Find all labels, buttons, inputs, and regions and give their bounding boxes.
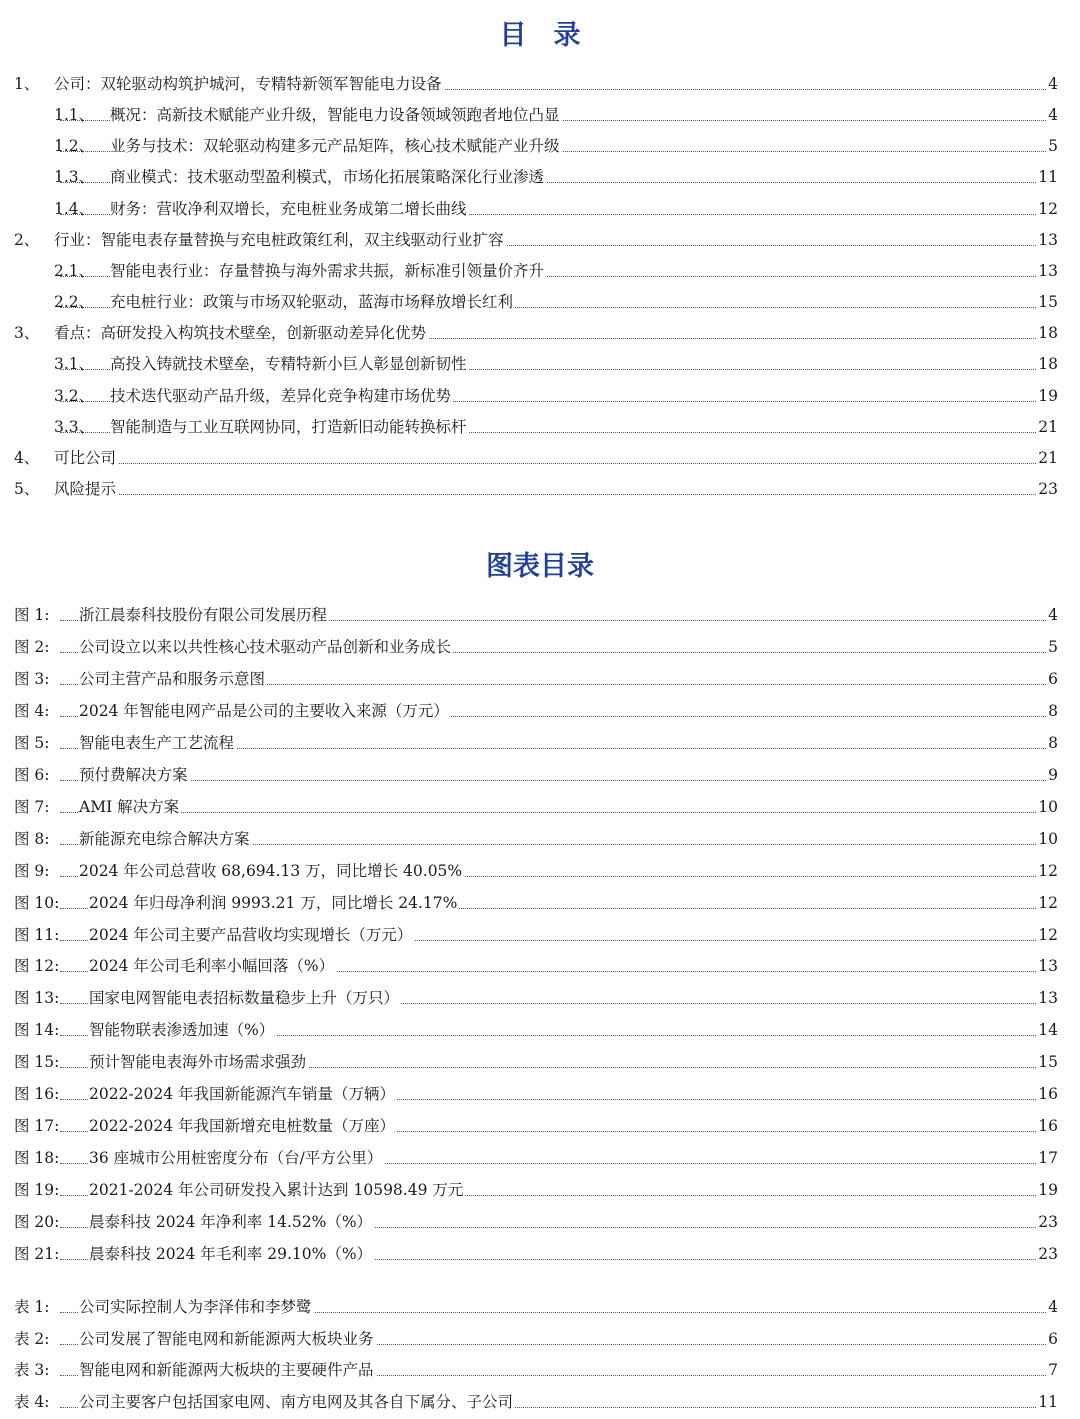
page-number: 13 xyxy=(1036,256,1058,286)
table-entry[interactable] xyxy=(0,1387,1080,1417)
entry-number: 2.1、 xyxy=(54,261,95,280)
entry-number: 图 6: xyxy=(14,765,50,784)
entry-title: 2024 年智能电网产品是公司的主要收入来源（万元） xyxy=(79,696,451,726)
entry-number: 3.2、 xyxy=(54,386,95,405)
entry-number: 表 4: xyxy=(14,1393,50,1412)
entry-title: 技术迭代驱动产品升级，差异化竞争构建市场优势 xyxy=(110,381,453,411)
entry-title: 财务：营收净利双增长，充电桩业务成第二增长曲线 xyxy=(110,194,469,224)
page-number: 4 xyxy=(1046,69,1058,99)
entry-title: 预计智能电表海外市场需求强劲 xyxy=(89,1047,308,1077)
page-number: 4 xyxy=(1046,100,1058,130)
figure-entry[interactable] xyxy=(0,983,1080,1013)
entry-title: 2024 年归母净利润 9993.21 万，同比增长 24.17% xyxy=(89,888,459,918)
page-number: 21 xyxy=(1036,443,1058,473)
entry-title: 智能制造与工业互联网协同，打造新旧动能转换标杆 xyxy=(110,412,469,442)
dot-leader xyxy=(60,494,1050,495)
figure-entry[interactable] xyxy=(0,1175,1080,1205)
page-number: 12 xyxy=(1036,888,1058,918)
entry-number: 表 3: xyxy=(14,1361,50,1380)
entry-title: 36 座城市公用桩密度分布（台/平方公里） xyxy=(89,1143,384,1173)
entry-number: 图 15: xyxy=(14,1053,60,1072)
figure-entry[interactable] xyxy=(0,728,1080,758)
entry-number: 图 9: xyxy=(14,861,50,880)
entry-title: 公司主要客户包括国家电网、南方电网及其各自下属分、子公司 xyxy=(79,1387,515,1417)
figure-entry[interactable] xyxy=(0,760,1080,790)
page-number: 23 xyxy=(1036,1207,1058,1237)
entry-number: 图 11: xyxy=(14,925,60,944)
entry-number: 2、 xyxy=(14,230,40,249)
page-number: 12 xyxy=(1036,920,1058,950)
table-entry[interactable] xyxy=(0,1355,1080,1385)
toc-entry[interactable] xyxy=(0,194,1080,224)
page-number: 16 xyxy=(1036,1111,1058,1141)
entry-title: 公司：双轮驱动构筑护城河，专精特新领军智能电力设备 xyxy=(54,69,444,99)
page-number: 5 xyxy=(1046,632,1058,662)
entry-number: 图 3: xyxy=(14,669,50,688)
entry-title: 公司主营产品和服务示意图 xyxy=(79,664,267,694)
entry-number: 图 13: xyxy=(14,989,60,1008)
entry-title: 2021-2024 年公司研发投入累计达到 10598.49 万元 xyxy=(89,1175,465,1205)
page-number: 7 xyxy=(1046,1355,1058,1385)
page-number: 18 xyxy=(1036,349,1058,379)
entry-title: 高投入铸就技术壁垒，专精特新小巨人彰显创新韧性 xyxy=(110,349,469,379)
entry-title: 晨泰科技 2024 年毛利率 29.10%（%） xyxy=(89,1239,374,1269)
entry-title: 智能电表行业：存量替换与海外需求共振，新标准引领量价齐升 xyxy=(110,256,546,286)
entry-title: 国家电网智能电表招标数量稳步上升（万只） xyxy=(89,983,401,1013)
page-number: 13 xyxy=(1036,983,1058,1013)
entry-number: 3.3、 xyxy=(54,417,95,436)
figure-entry[interactable] xyxy=(0,856,1080,886)
figure-entry[interactable] xyxy=(0,1143,1080,1173)
figure-toc-title: 图表目录 xyxy=(486,551,594,582)
entry-number: 图 4: xyxy=(14,701,50,720)
toc-entry[interactable] xyxy=(0,162,1080,192)
entry-title: 预付费解决方案 xyxy=(79,760,190,790)
entry-title: 公司设立以来以共性核心技术驱动产品创新和业务成长 xyxy=(79,632,453,662)
entry-title: 2024 年公司主要产品营收均实现增长（万元） xyxy=(89,920,414,950)
page-number: 9 xyxy=(1046,760,1058,790)
entry-number: 图 21: xyxy=(14,1245,60,1263)
entry-title: 概况：高新技术赋能产业升级，智能电力设备领域领跑者地位凸显 xyxy=(110,100,562,130)
figure-entry[interactable] xyxy=(0,664,1080,694)
entry-title: 新能源充电综合解决方案 xyxy=(79,824,252,854)
entry-number: 5、 xyxy=(14,479,40,498)
figure-entry[interactable] xyxy=(0,824,1080,854)
page-number: 23 xyxy=(1036,474,1058,504)
entry-number: 图 16: xyxy=(14,1085,60,1104)
toc-entry[interactable] xyxy=(0,474,1080,504)
table-entry[interactable] xyxy=(0,1292,1080,1322)
entry-title: 2024 年公司毛利率小幅回落（%） xyxy=(89,951,336,981)
entry-number: 1.1、 xyxy=(54,106,95,125)
entry-title: 充电桩行业：政策与市场双轮驱动，蓝海市场释放增长红利 xyxy=(110,287,515,317)
entry-title: 商业模式：技术驱动型盈利模式，市场化拓展策略深化行业渗透 xyxy=(110,162,546,192)
page-number: 6 xyxy=(1046,664,1058,694)
page-number: 23 xyxy=(1036,1239,1058,1269)
entry-title: 2022-2024 年我国新增充电桩数量（万座） xyxy=(89,1111,397,1141)
table-entry[interactable] xyxy=(0,1324,1080,1354)
toc-entry[interactable] xyxy=(0,256,1080,286)
dot-leader xyxy=(60,812,1050,813)
page-number: 18 xyxy=(1036,318,1058,348)
entry-number: 2.2、 xyxy=(54,293,95,312)
entry-title: 可比公司 xyxy=(54,443,118,473)
entry-number: 图 12: xyxy=(14,957,60,976)
entry-title: 智能电表生产工艺流程 xyxy=(79,728,236,758)
entry-number: 图 2: xyxy=(14,637,50,656)
entry-number: 图 14: xyxy=(14,1021,60,1040)
entry-number: 1.2、 xyxy=(54,137,95,156)
entry-title: 晨泰科技 2024 年净利率 14.52%（%） xyxy=(89,1207,374,1237)
page-number: 14 xyxy=(1036,1015,1058,1045)
toc-title: 目 录 xyxy=(499,20,581,51)
entry-number: 图 7: xyxy=(14,797,50,816)
entry-number: 1.4、 xyxy=(54,199,95,218)
dot-leader xyxy=(60,780,1050,781)
page-number: 4 xyxy=(1046,600,1058,630)
toc-entry[interactable] xyxy=(0,131,1080,161)
page-number: 8 xyxy=(1046,728,1058,758)
dot-leader xyxy=(60,463,1050,464)
entry-number: 图 8: xyxy=(14,829,50,848)
entry-number: 表 2: xyxy=(14,1329,50,1348)
page-number: 10 xyxy=(1036,792,1058,822)
figure-entry[interactable] xyxy=(0,1079,1080,1109)
page-number: 16 xyxy=(1036,1079,1058,1109)
entry-number: 1.3、 xyxy=(54,168,95,187)
figure-entry[interactable] xyxy=(0,951,1080,981)
page-number: 13 xyxy=(1036,951,1058,981)
page-number: 19 xyxy=(1036,1175,1058,1205)
figure-entry[interactable] xyxy=(0,920,1080,950)
figure-entry[interactable] xyxy=(0,696,1080,726)
entry-title: 浙江晨泰科技股份有限公司发展历程 xyxy=(79,600,329,630)
figure-entry[interactable] xyxy=(0,1239,1080,1269)
entry-title: AMI 解决方案 xyxy=(79,792,181,822)
page-number: 12 xyxy=(1036,194,1058,224)
entry-title: 2022-2024 年我国新能源汽车销量（万辆） xyxy=(89,1079,397,1109)
entry-number: 3.1、 xyxy=(54,355,95,374)
page-number: 21 xyxy=(1036,412,1058,442)
entry-title: 行业：智能电表存量替换与充电桩政策红利，双主线驱动行业扩容 xyxy=(54,225,506,255)
entry-number: 表 1: xyxy=(14,1298,50,1316)
entry-title: 看点：高研发投入构筑技术壁垒，创新驱动差异化优势 xyxy=(54,318,428,348)
toc-entry[interactable] xyxy=(0,443,1080,473)
entry-title: 公司实际控制人为李泽伟和李梦鹭 xyxy=(79,1292,314,1322)
entry-title: 智能物联表渗透加速（%） xyxy=(89,1015,276,1045)
page-number: 13 xyxy=(1036,225,1058,255)
figure-entry[interactable] xyxy=(0,888,1080,918)
entry-number: 图 5: xyxy=(14,733,50,752)
entry-title: 2024 年公司总营收 68,694.13 万，同比增长 40.05% xyxy=(79,856,464,886)
toc-entry[interactable] xyxy=(0,381,1080,411)
page-number: 11 xyxy=(1036,162,1058,192)
entry-number: 1、 xyxy=(14,75,40,93)
page-number: 17 xyxy=(1036,1143,1058,1173)
toc-entry[interactable] xyxy=(0,349,1080,379)
entry-title: 公司发展了智能电网和新能源两大板块业务 xyxy=(79,1324,376,1354)
entry-title: 风险提示 xyxy=(54,474,118,504)
toc-entry[interactable] xyxy=(0,318,1080,348)
figure-entry[interactable] xyxy=(0,792,1080,822)
page-number: 12 xyxy=(1036,856,1058,886)
figure-entry[interactable] xyxy=(0,1111,1080,1141)
toc-entry[interactable] xyxy=(0,412,1080,442)
page-number: 5 xyxy=(1046,131,1058,161)
toc-entry[interactable] xyxy=(0,287,1080,317)
page-number: 8 xyxy=(1046,696,1058,726)
toc-entry[interactable] xyxy=(0,100,1080,130)
entry-number: 3、 xyxy=(14,324,40,343)
entry-number: 图 1: xyxy=(14,606,50,624)
page-number: 11 xyxy=(1036,1387,1058,1417)
entry-title: 智能电网和新能源两大板块的主要硬件产品 xyxy=(79,1355,376,1385)
page-number: 19 xyxy=(1036,381,1058,411)
toc-entry[interactable] xyxy=(0,225,1080,255)
page-number: 4 xyxy=(1046,1292,1058,1322)
page-number: 15 xyxy=(1036,1047,1058,1077)
figure-entry[interactable] xyxy=(0,632,1080,662)
entry-number: 图 19: xyxy=(14,1181,60,1200)
entry-number: 图 10: xyxy=(14,893,60,912)
page-number: 6 xyxy=(1046,1324,1058,1354)
entry-number: 4、 xyxy=(14,448,40,467)
figure-entry[interactable] xyxy=(0,1015,1080,1045)
figure-entry[interactable] xyxy=(0,1047,1080,1077)
entry-number: 图 17: xyxy=(14,1117,60,1136)
entry-number: 图 18: xyxy=(14,1149,60,1168)
page-number: 15 xyxy=(1036,287,1058,317)
toc-entry[interactable] xyxy=(0,69,1080,99)
figure-entry[interactable] xyxy=(0,600,1080,630)
figure-entry[interactable] xyxy=(0,1207,1080,1237)
page-number: 10 xyxy=(1036,824,1058,854)
entry-number: 图 20: xyxy=(14,1213,60,1232)
entry-title: 业务与技术：双轮驱动构建多元产品矩阵，核心技术赋能产业升级 xyxy=(110,131,562,161)
